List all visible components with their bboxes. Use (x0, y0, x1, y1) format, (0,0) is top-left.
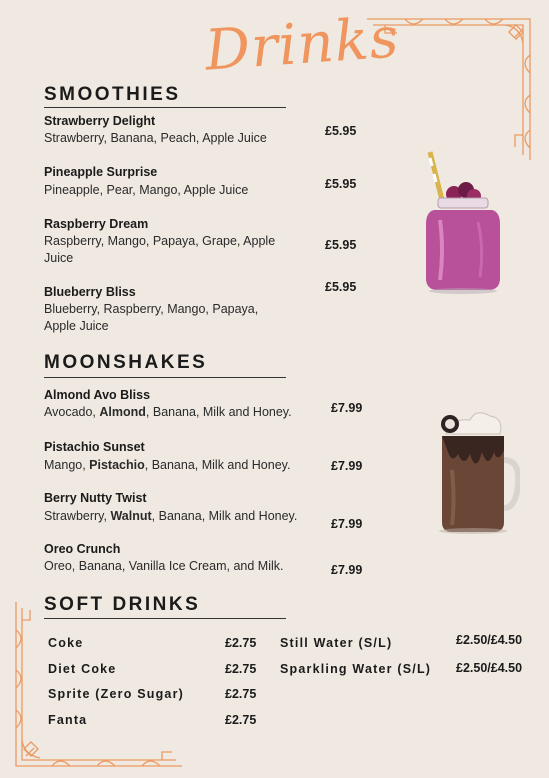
menu-item-price: £7.99 (331, 563, 363, 577)
menu-item-name: Raspberry Dream (44, 217, 149, 231)
soft-drink-price: £2.75 (225, 687, 257, 701)
chocolate-milkshake-icon (428, 410, 520, 535)
menu-item-description: Strawberry, Walnut, Banana, Milk and Honey. (44, 509, 298, 523)
menu-item-description: Strawberry, Banana, Peach, Apple Juice (44, 131, 267, 145)
menu-item-description: Pineapple, Pear, Mango, Apple Juice (44, 183, 249, 197)
menu-item-price: £7.99 (331, 401, 363, 415)
soft-drink-price: £2.50/£4.50 (456, 633, 523, 647)
menu-item-price: £5.95 (325, 177, 357, 191)
menu-item-name: Almond Avo Bliss (44, 388, 151, 402)
section-heading-soft-drinks: SOFT DRINKS (44, 594, 201, 615)
menu-item-name: Pineapple Surprise (44, 165, 158, 179)
menu-item-name: Pistachio Sunset (44, 440, 145, 454)
soft-drink-name: Sparkling Water (S/L) (280, 662, 432, 676)
menu-item-name: Blueberry Bliss (44, 285, 136, 299)
corner-ornament-bottom-left (12, 600, 187, 770)
soft-drink-name: Diet Coke (48, 662, 117, 676)
berry-smoothie-jar-icon (418, 150, 508, 295)
menu-item-price: £7.99 (331, 459, 363, 473)
menu-item-price: £7.99 (331, 517, 363, 531)
soft-drink-name: Still Water (S/L) (280, 636, 393, 650)
menu-item-description: Avocado, Almond, Banana, Milk and Honey. (44, 405, 292, 419)
soft-drink-name: Coke (48, 636, 84, 650)
section-divider (44, 377, 286, 378)
soft-drink-name: Fanta (48, 713, 88, 727)
menu-item-description: Blueberry, Raspberry, Mango, Papaya, (44, 302, 259, 316)
menu-item-description: Raspberry, Mango, Papaya, Grape, Apple (44, 234, 276, 248)
soft-drink-price: £2.50/£4.50 (456, 661, 523, 675)
page-title: Drinks (202, 5, 402, 84)
menu-item-price: £5.95 (325, 238, 357, 252)
soft-drink-price: £2.75 (225, 662, 257, 676)
menu-item-name: Strawberry Delight (44, 114, 156, 128)
section-divider (44, 618, 286, 619)
menu-item-name: Berry Nutty Twist (44, 491, 147, 505)
menu-item-price: £5.95 (325, 280, 357, 294)
menu-item-description: Apple Juice (44, 319, 109, 333)
soft-drink-price: £2.75 (225, 636, 257, 650)
menu-item-description: Mango, Pistachio, Banana, Milk and Honey. (44, 458, 291, 472)
section-divider (44, 107, 286, 108)
soft-drink-name: Sprite (Zero Sugar) (48, 687, 185, 701)
soft-drink-price: £2.75 (225, 713, 257, 727)
section-heading-smoothies: SMOOTHIES (44, 84, 181, 105)
menu-item-price: £5.95 (325, 124, 357, 138)
menu-item-name: Oreo Crunch (44, 542, 121, 556)
section-heading-moonshakes: MOONSHAKES (44, 352, 208, 373)
menu-item-description: Juice (44, 251, 74, 265)
menu-item-description: Oreo, Banana, Vanilla Ice Cream, and Milk. (44, 559, 284, 573)
